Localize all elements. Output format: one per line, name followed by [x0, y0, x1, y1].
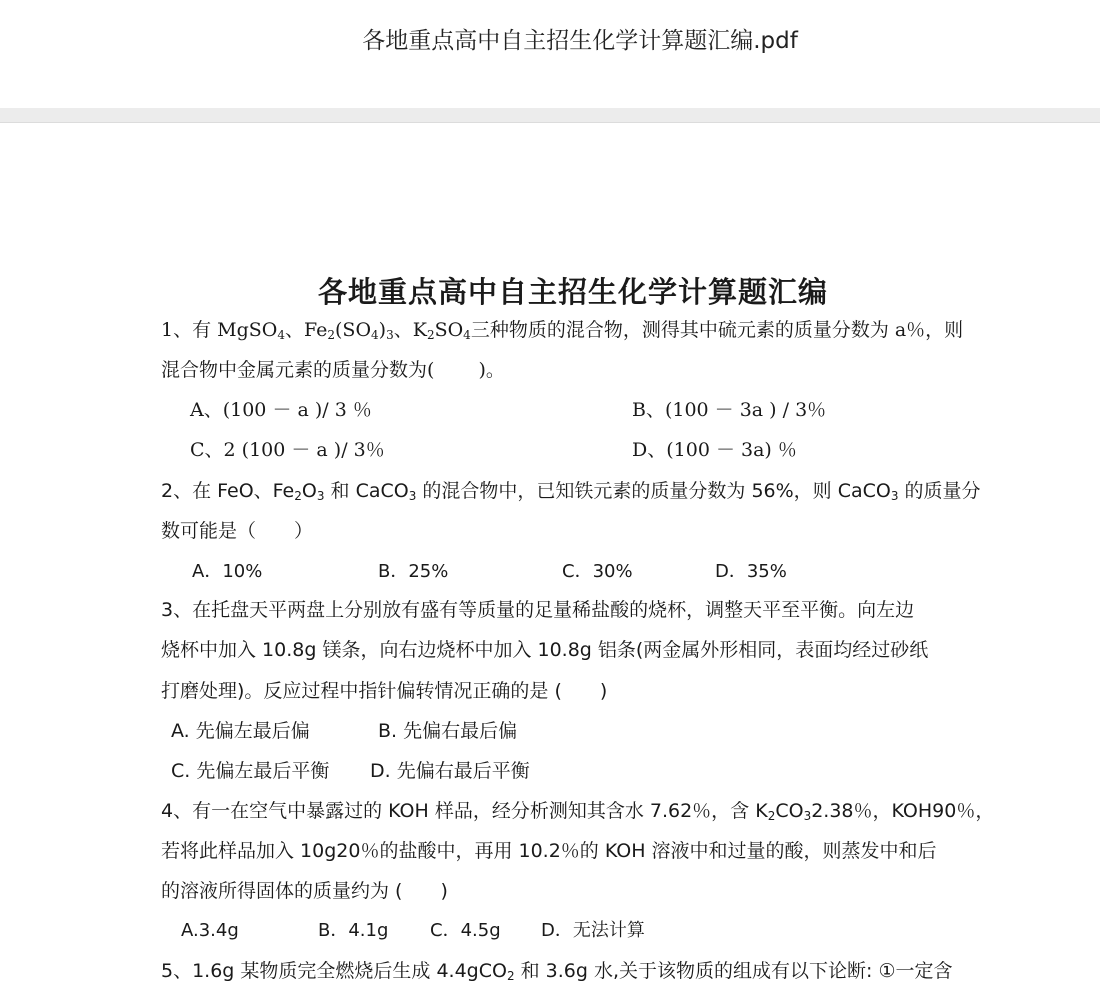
q2-option-a: A．10% [192, 561, 263, 582]
q4-stem-line1: 4、有一在空气中暴露过的 KOH 样品，经分析测知其含水 7.62％，含 $K_2CO_32.38$％，KOH90％， [161, 800, 995, 823]
q1-stem-line1: 1、有 MgSO$_4$、$Fe_2(SO_4)_3$、$K_2SO_4$三种物质的混合物，测得其中硫元素的质量分数为 a％，则 [161, 319, 964, 342]
q2-stem-line1: 2、在 FeO、$Fe_2O_3$ 和 CaCO$_3$ 的混合物中，已知铁元素的质量分数为 56%，则 CaCO$_3$ 的质量分 [161, 480, 981, 503]
file-title: 各地重点高中自主招生化学计算题汇编.pdf [362, 28, 798, 54]
q4-option-c: C．4.5g [430, 920, 501, 941]
q4-option-b: B．4.1g [318, 920, 389, 941]
document-title: 各地重点高中自主招生化学计算题汇编 [317, 275, 828, 309]
q4-option-a: A.3.4g [181, 920, 239, 941]
q1-option-b: B、(100 － 3a ) / 3％ [632, 399, 827, 421]
toolbar-divider [0, 108, 1100, 123]
q4-stem-line3: 的溶液所得固体的质量约为 ( ) [161, 880, 448, 902]
q3-option-a: A. 先偏左最后偏 [171, 720, 310, 742]
q4-stem-line2: 若将此样品加入 10g20％的盐酸中，再用 10.2％的 KOH 溶液中和过量的酸，则蒸发中和后 [161, 840, 937, 862]
q2-stem-line2: 数可能是（ ） [161, 520, 314, 542]
q2-option-d: D．35% [715, 561, 787, 582]
q2-option-c: C．30% [562, 561, 633, 582]
q3-stem-line2: 烧杯中加入 10.8g 镁条，向右边烧杯中加入 10.8g 铝条(两金属外形相同，表面均经过砂纸 [161, 639, 929, 661]
q1-option-a: A、(100 － a )/ 3 ％ [190, 399, 372, 421]
q3-stem-line1: 3、在托盘天平两盘上分别放有盛有等质量的足量稀盐酸的烧杯，调整天平至平衡。向左边 [161, 599, 915, 621]
q3-option-b: B. 先偏右最后偏 [378, 720, 518, 742]
q1-option-c: C、2 (100 － a )/ 3％ [190, 439, 385, 461]
q3-option-d: D. 先偏右最后平衡 [370, 760, 530, 782]
q1-stem-line2: 混合物中金属元素的质量分数为( )。 [161, 359, 505, 381]
q2-option-b: B．25% [378, 561, 449, 582]
title-bar [0, 0, 1100, 108]
q1-option-d: D、(100 － 3a) ％ [632, 439, 797, 461]
q4-option-d: D．无法计算 [541, 920, 645, 941]
q5-stem-line1: 5、1.6g 某物质完全燃烧后生成 4.4gCO$_2$ 和 3.6g 水,关于该物质的组成有以下论断: ①一定含 [161, 960, 953, 983]
q3-stem-line3: 打磨处理)。反应过程中指针偏转情况正确的是 ( ) [161, 680, 608, 702]
q3-option-c: C. 先偏左最后平衡 [171, 760, 330, 782]
